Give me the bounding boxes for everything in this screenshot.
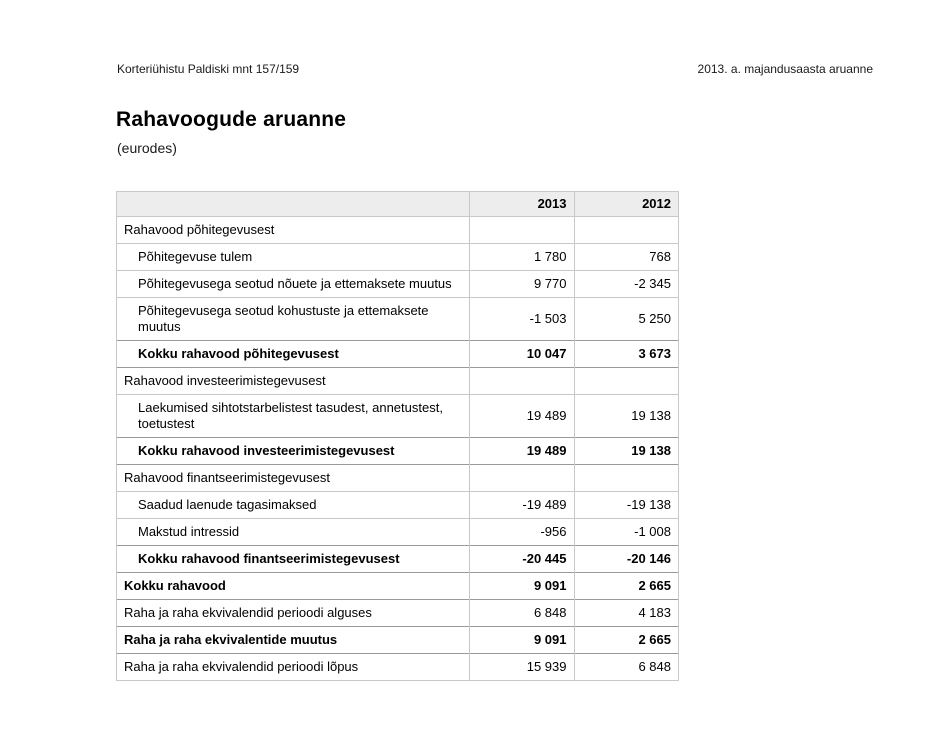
column-header-2012: 2012 [574,192,679,217]
row-value-2013: 19 489 [470,438,575,465]
table-row [117,465,679,492]
table-row [117,438,679,465]
row-value-2012: 4 183 [574,600,679,627]
table-row [117,298,679,341]
row-label: Raha ja raha ekvivalendid perioodi alguses [117,600,470,627]
row-label: Rahavood põhitegevusest [117,217,470,244]
row-label: Saadud laenude tagasimaksed [117,492,470,519]
row-label: Rahavood finantseerimistegevusest [117,465,470,492]
row-value-2012: -2 345 [574,271,679,298]
row-value-2013: 10 047 [470,341,575,368]
page-header-company: Korteriühistu Paldiski mnt 157/159 [117,62,300,76]
row-value-2013 [470,368,575,395]
row-label: Põhitegevusega seotud kohustuste ja ettemaksete muutus [117,298,470,341]
row-value-2013: 9 091 [470,627,575,654]
table-row [117,654,679,681]
row-label: Laekumised sihtotstarbelistest tasudest, annetustest, toetustest [117,395,470,438]
page-subtitle: (eurodes) [117,140,177,156]
row-label: Kokku rahavood investeerimistegevusest [117,438,470,465]
row-label: Kokku rahavood põhitegevusest [117,341,470,368]
row-value-2012 [574,217,679,244]
column-header-2013: 2013 [470,192,575,217]
row-label: Põhitegevuse tulem [117,244,470,271]
column-header-label [117,192,470,217]
table-row [117,519,679,546]
row-label: Põhitegevusega seotud nõuete ja ettemaksete muutus [117,271,470,298]
row-value-2012: 5 250 [574,298,679,341]
row-label: Rahavood investeerimistegevusest [117,368,470,395]
row-value-2013 [470,465,575,492]
row-value-2013: 19 489 [470,395,575,438]
row-label: Kokku rahavood finantseerimistegevusest [117,546,470,573]
table-row [117,492,679,519]
row-value-2012 [574,368,679,395]
row-value-2012: -19 138 [574,492,679,519]
row-value-2012: -1 008 [574,519,679,546]
row-value-2012: 3 673 [574,341,679,368]
row-value-2012 [574,465,679,492]
row-value-2013: -956 [470,519,575,546]
page-header-report-title: 2013. a. majandusaasta aruanne [697,62,873,76]
row-label: Raha ja raha ekvivalentide muutus [117,627,470,654]
row-value-2013: -1 503 [470,298,575,341]
row-value-2013: 9 091 [470,573,575,600]
row-value-2013: 1 780 [470,244,575,271]
table-row [117,600,679,627]
row-value-2012: 2 665 [574,627,679,654]
row-value-2012: 19 138 [574,395,679,438]
table-row [117,341,679,368]
row-value-2013: -19 489 [470,492,575,519]
table-row [117,244,679,271]
row-value-2012: 2 665 [574,573,679,600]
table-row [117,627,679,654]
row-value-2013: 6 848 [470,600,575,627]
table-row [117,395,679,438]
row-value-2013: 9 770 [470,271,575,298]
row-value-2013 [470,217,575,244]
row-value-2012: 19 138 [574,438,679,465]
table-row [117,368,679,395]
table-header-row [117,192,679,217]
row-label: Raha ja raha ekvivalendid perioodi lõpus [117,654,470,681]
table-row [117,217,679,244]
table-row [117,546,679,573]
table-row [117,271,679,298]
table-row [117,573,679,600]
page-header [117,62,873,76]
row-value-2012: 768 [574,244,679,271]
row-value-2012: 6 848 [574,654,679,681]
row-label: Kokku rahavood [117,573,470,600]
row-value-2013: 15 939 [470,654,575,681]
row-value-2012: -20 146 [574,546,679,573]
cash-flow-table [116,191,679,681]
row-value-2013: -20 445 [470,546,575,573]
page-title: Rahavoogude aruanne [116,108,347,131]
row-label: Makstud intressid [117,519,470,546]
